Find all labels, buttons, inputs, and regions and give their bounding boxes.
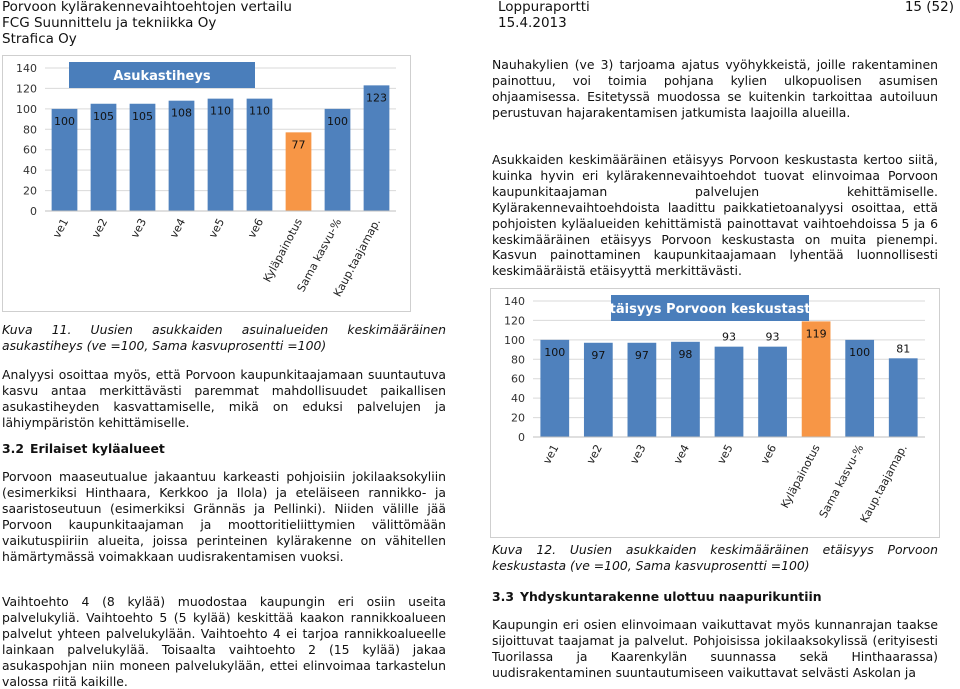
- left-paragraph-3: Vaihtoehto 4 (8 kylää) muodostaa kaupungin eri osiin useita palvelukyliä. Vaihtoehto 5 (5 kylää) keskittää kaakon rannikkoalueen palvelut yhteen palvelukylään. Vaihtoehto 4 ei tarjoa rannikkoalueelle lainkaan palvelukylää. Toisaalta vaihtoehto 2 (15 kylää) jakaa asukaspohjan niin moneen palvelukylään, ettei elinvoimaa tarkastelun valossa riitä kaikille.: [2, 594, 446, 689]
- y-tick-label: 80: [23, 123, 37, 137]
- x-tick-label: ve1: [50, 216, 72, 241]
- y-tick-label: 120: [504, 314, 525, 328]
- left-paragraph-2: Porvoon maaseutualue jakaantuu karkeasti pohjoisiin jokilaaksokyliin (esimerkiksi Hinthaara, Kerkkoo ja Ilola) ja eteläiseen rannikko- ja saaristoseutuun (esimerkiksi Grännäs ja Pellinki). Niiden välille jää Porvoon kaupunkitaajaman ja moottoritieliittymien välittömään vaikutuspiiriin alueita, joissa perinteinen kylärakenne on vähitellen hämärtymässä voimakkaan uudisrakentamisen vuoksi.: [2, 469, 446, 564]
- y-tick-label: 100: [16, 102, 37, 116]
- x-tick-label: ve4: [167, 216, 189, 241]
- bar-value-label: 100: [544, 345, 566, 359]
- bar-Kaup.taajamap.: [889, 358, 918, 437]
- y-tick-label: 20: [511, 411, 525, 425]
- x-tick-label: Kaup.taajamap.: [857, 442, 910, 526]
- bar-ve5: [715, 347, 744, 437]
- x-tick-label: ve2: [89, 216, 111, 241]
- bar-value-label: 108: [171, 106, 192, 120]
- right-paragraph-2: Asukkaiden keskimääräinen etäisyys Porvoon keskustasta kertoo siitä, kuinka hyvin eri kylärakennevaihtoehdot tuovat elinvoimaa Porvoon kaupunkitaajaman palvelujen kehittämiselle. Kylärakennevaihtoehdoista laadittu paikkatietoanalyysi osoittaa, että pohjoisten kyläalueiden kehittämistä painottavat vaihtoehdoissa 5 ja 6 keskimääräinen etäisyys Porvoon keskustasta on muita pienempi. Kasvun painottaminen kaupunkitaajamaan lyhentää luonnollisesti keskimääräistä etäisyyttä merkittävästi.: [492, 152, 938, 279]
- x-tick-label: Kaup.taajamap.: [330, 216, 384, 300]
- x-tick-label: Kyläpainotus: [260, 216, 306, 285]
- bar-value-label: 123: [366, 91, 387, 105]
- bar-value-label: 110: [249, 104, 270, 118]
- y-tick-label: 100: [504, 333, 525, 347]
- report-type: Loppuraportti: [498, 0, 590, 15]
- company-fcg: FCG Suunnittelu ja tekniikka Oy: [2, 15, 217, 31]
- bar-value-label: 100: [327, 114, 348, 128]
- bar-value-label: 119: [805, 327, 827, 341]
- y-tick-label: 40: [511, 392, 525, 406]
- doc-title: Porvoon kylärakennevaihtoehtojen vertailu: [2, 0, 292, 15]
- bar-value-label: 110: [210, 104, 231, 118]
- x-tick-label: Sama kasvu-%: [816, 442, 867, 521]
- figure-caption-11: Kuva 11. Uusien asukkaiden asuinalueiden keskimääräinen asukastiheys (ve =100, Sama kasvuprosentti =100): [2, 322, 446, 353]
- bar-value-label: 105: [93, 109, 114, 123]
- section-heading-3-2: [2, 441, 165, 457]
- y-tick-label: 120: [16, 82, 37, 96]
- x-tick-label: ve5: [714, 442, 736, 467]
- section-heading-3-3: [492, 589, 822, 605]
- right-paragraph-3: Kaupungin eri osien elinvoimaan vaikuttavat myös kunnanrajan taakse sijoittuvat taajamat ja palvelut. Pohjoisissa jokilaaksokylissä (erityisesti Tuorilassa ja Kaarenkylän suunnassa sekä Hinthaarassa) uudisrakentaminen suuntautumiseen vaikuttavat selvästi Askolan ja: [492, 617, 938, 680]
- page-number: 15 (52): [904, 0, 954, 15]
- x-tick-label: ve4: [671, 442, 693, 467]
- x-tick-label: ve5: [206, 216, 228, 241]
- chart-asukastiheys-svg: [3, 56, 410, 311]
- y-tick-label: 60: [511, 372, 525, 386]
- x-tick-label: ve1: [540, 442, 562, 467]
- bar-value-label: 93: [722, 330, 736, 344]
- y-tick-label: 0: [518, 431, 525, 444]
- chart-asukastiheys: [2, 55, 411, 312]
- bar-value-label: 97: [634, 348, 649, 362]
- y-tick-label: 20: [23, 184, 37, 198]
- x-tick-label: ve3: [627, 442, 649, 467]
- bar-ve6: [758, 347, 787, 437]
- bar-value-label: 105: [132, 109, 153, 123]
- chart-etaisyys-svg: [491, 289, 939, 537]
- chart-title: Etäisyys Porvoon keskustasta: [600, 302, 820, 317]
- section-title: Erilaiset kyläalueet: [30, 441, 165, 456]
- y-tick-label: 140: [16, 62, 37, 75]
- x-tick-label: ve6: [245, 216, 267, 241]
- y-tick-label: 140: [504, 295, 525, 308]
- bar-value-label: 81: [896, 342, 911, 356]
- chart-title: Asukastiheys: [113, 69, 211, 84]
- bar-value-label: 77: [291, 138, 306, 152]
- y-tick-label: 40: [23, 164, 37, 178]
- x-tick-label: ve2: [583, 442, 605, 467]
- report-date: 15.4.2013: [498, 15, 567, 31]
- bar-value-label: 97: [591, 348, 606, 362]
- x-tick-label: ve3: [128, 216, 150, 241]
- left-paragraph-1: Analyysi osoittaa myös, että Porvoon kaupunkitaajamaan suuntautuva kasvu antaa merkittävästi paremmat mahdollisuudet paikallisen asukastiheyden kasvattamiselle, mikä on eduksi palvelujen ja lähiympäristön kehittämiselle.: [2, 367, 446, 430]
- bar-value-label: 100: [54, 114, 75, 128]
- chart-etaisyys: [490, 288, 940, 538]
- section-number: 3.2: [2, 441, 24, 456]
- company-strafica: Strafica Oy: [2, 31, 77, 47]
- right-paragraph-1: Nauhakylien (ve 3) tarjoama ajatus vyöhykkeistä, joille rakentaminen painottuu, voi toimia pohjana kylien ulkopuolisen asumisen ohjaamisessa. Esitetyssä muodossa se kuitenkin tarkoittaa autoiluun perustuvan hajarakentamisen jatkumista laajoilla alueilla.: [492, 57, 938, 120]
- bar-value-label: 98: [678, 347, 693, 361]
- x-tick-label: ve6: [758, 442, 780, 467]
- section-title: Yhdyskuntarakenne ulottuu naapurikuntiin: [520, 589, 822, 604]
- y-tick-label: 80: [511, 353, 525, 367]
- x-tick-label: Kyläpainotus: [778, 442, 823, 511]
- y-tick-label: 60: [23, 143, 37, 157]
- bar-value-label: 93: [765, 330, 780, 344]
- bar-value-label: 100: [849, 345, 871, 359]
- figure-caption-12: Kuva 12. Uusien asukkaiden keskimääräinen etäisyys Porvoon keskustasta (ve =100, Sama kasvuprosentti =100): [492, 542, 938, 573]
- y-tick-label: 0: [30, 205, 37, 218]
- x-tick-label: Sama kasvu-%: [294, 216, 345, 295]
- section-number: 3.3: [492, 589, 514, 604]
